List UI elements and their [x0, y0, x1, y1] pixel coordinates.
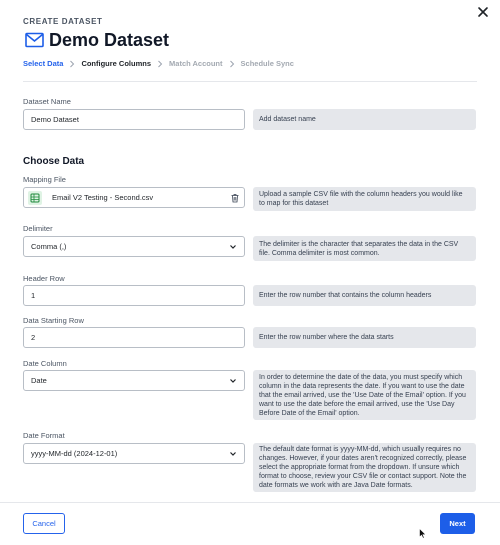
date-column-select[interactable]	[23, 370, 245, 391]
date-format-hint: The default date format is yyyy-MM-dd, which usually requires no changes. However, if your dates aren't recognized correctly, please select the appropriate format from the dropdown. If unsure which format to choose, review your CSV file or contact support. Note the date formats we work with are Java Date formats.	[253, 443, 476, 492]
data-start-row-input[interactable]	[23, 327, 245, 348]
date-format-select[interactable]	[23, 443, 245, 464]
delimiter-label: Delimiter	[23, 224, 53, 233]
dataset-name-hint: Add dataset name	[253, 109, 476, 130]
step-select-data[interactable]: Select Data	[23, 59, 64, 68]
trash-icon[interactable]	[230, 193, 240, 203]
header-row-label: Header Row	[23, 274, 65, 283]
step-schedule-sync: Schedule Sync	[240, 59, 294, 68]
chevron-down-icon	[229, 243, 237, 251]
cancel-button[interactable]: Cancel	[23, 513, 65, 534]
chevron-right-icon	[156, 60, 164, 68]
chevron-right-icon	[228, 60, 236, 68]
date-column-label: Date Column	[23, 359, 67, 368]
page-title: Demo Dataset	[49, 30, 170, 50]
divider	[23, 81, 477, 82]
delimiter-value: Comma (,)	[31, 242, 67, 251]
chevron-down-icon	[229, 377, 237, 385]
dataset-name-label: Dataset Name	[23, 97, 71, 106]
dataset-name-value: Demo Dataset	[31, 115, 79, 124]
mouse-cursor-icon	[419, 528, 427, 539]
step-configure-columns[interactable]: Configure Columns	[81, 59, 152, 68]
next-button[interactable]: Next	[440, 513, 475, 534]
header-row-hint: Enter the row number that contains the column headers	[253, 285, 476, 306]
mapping-file-hint: Upload a sample CSV file with the column headers you would like to map for this dataset	[253, 187, 476, 211]
chevron-right-icon	[68, 60, 76, 68]
footer-divider	[0, 502, 500, 503]
dialog-title-row	[25, 29, 169, 51]
mapping-file-field[interactable]	[23, 187, 245, 208]
mapping-file-name: Email V2 Testing - Second.csv	[52, 193, 154, 202]
data-start-row-value: 2	[31, 333, 36, 342]
dialog-overline: CREATE DATASET	[23, 17, 103, 26]
delimiter-hint: The delimiter is the character that separates the data in the CSV file. Comma delimiter is most common.	[253, 236, 476, 261]
date-column-value: Date	[31, 376, 47, 385]
header-row-value: 1	[31, 291, 36, 300]
envelope-icon	[25, 32, 44, 48]
stepper	[23, 59, 294, 68]
date-format-label: Date Format	[23, 431, 65, 440]
data-start-row-label: Data Starting Row	[23, 316, 84, 325]
date-format-value: yyyy-MM-dd (2024-12-01)	[31, 449, 118, 458]
dataset-name-input[interactable]	[23, 109, 245, 130]
mapping-file-label: Mapping File	[23, 175, 66, 184]
chevron-down-icon	[229, 450, 237, 458]
delimiter-select[interactable]	[23, 236, 245, 257]
date-column-hint: In order to determine the date of the data, you must specify which column in the data represents the date. If you want to use the date that the email arrived, use the 'Use Date of the Email' option. If you want to use the date before the email arrived, use the 'Use Day Before Date of the Email' option.	[253, 370, 476, 420]
close-icon[interactable]	[476, 5, 490, 19]
step-match-account: Match Account	[169, 59, 223, 68]
spreadsheet-icon	[28, 191, 42, 205]
data-start-row-hint: Enter the row number where the data starts	[253, 327, 476, 348]
header-row-input[interactable]	[23, 285, 245, 306]
section-title: Choose Data	[23, 156, 85, 167]
